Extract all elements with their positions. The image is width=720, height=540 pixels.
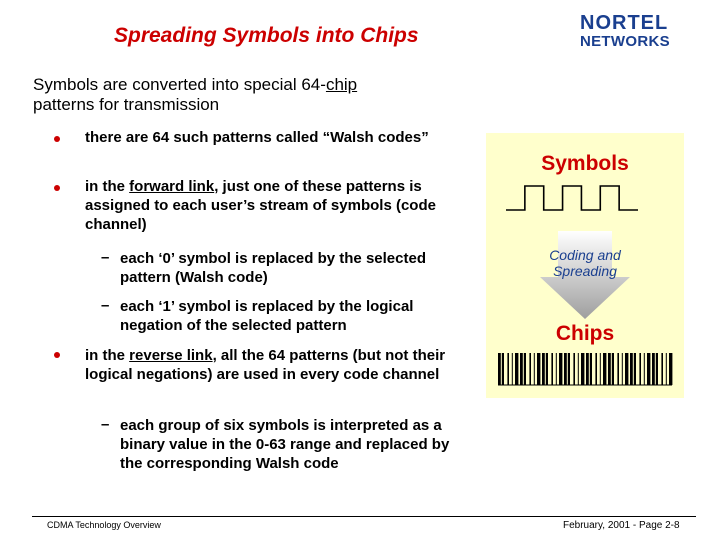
dash-marker: – xyxy=(101,416,110,433)
bullet-3-text-rest: , all the 64 patterns (but not their logical negations) are used in every code channel xyxy=(85,347,446,383)
chip-bar xyxy=(669,353,672,385)
chip-bar xyxy=(600,353,601,385)
slide-title: Spreading Symbols into Chips xyxy=(114,24,419,47)
chip-bar xyxy=(639,353,641,385)
chip-bar xyxy=(603,353,606,385)
chip-bar xyxy=(617,353,619,385)
chip-bar xyxy=(581,353,584,385)
chip-bar xyxy=(564,353,567,385)
chip-bar xyxy=(634,353,636,385)
chip-bar xyxy=(590,353,592,385)
chips-label: Chips xyxy=(555,322,615,345)
logo-line1: NORTEL xyxy=(580,12,669,34)
bullet-2 xyxy=(85,177,460,234)
coding-label-line1: Coding and xyxy=(549,247,621,263)
chip-bar xyxy=(568,353,570,385)
dash-marker: – xyxy=(101,297,110,314)
bullet-dot xyxy=(54,136,60,142)
chip-bar xyxy=(520,353,523,385)
chip-bar xyxy=(612,353,614,385)
footer-divider xyxy=(32,516,696,517)
chip-bar xyxy=(498,353,501,385)
chip-bar xyxy=(524,353,526,385)
reverse-link-term: reverse link xyxy=(129,347,213,364)
chip-bar xyxy=(595,353,597,385)
chip-bar xyxy=(529,353,531,385)
chip-bar xyxy=(515,353,518,385)
bullet-1 xyxy=(85,128,455,147)
symbol-waveform xyxy=(506,186,638,210)
chip-bar xyxy=(661,353,663,385)
chip-bar xyxy=(625,353,628,385)
chip-bar xyxy=(573,353,575,385)
intro-text-2: patterns for transmission xyxy=(33,95,220,114)
subbullet-2-text: each ‘1’ symbol is replaced by the logical negation of the selected pattern xyxy=(120,298,414,334)
bullet-dot xyxy=(54,185,60,191)
bullet-dot xyxy=(54,352,60,358)
subbullet-3 xyxy=(120,416,465,473)
chip-waveform xyxy=(498,353,672,385)
subbullet-1 xyxy=(120,249,430,287)
footer-right-text: February, 2001 - Page 2-8 xyxy=(563,520,680,531)
chip-bar xyxy=(551,353,553,385)
coding-label-line2: Spreading xyxy=(553,263,617,279)
intro-paragraph xyxy=(33,75,453,115)
footer-left-text: CDMA Technology Overview xyxy=(47,520,161,530)
chip-bar xyxy=(559,353,562,385)
chip-bar xyxy=(546,353,548,385)
chip-bar xyxy=(542,353,545,385)
intro-text: Symbols are converted into special 64- xyxy=(33,75,326,94)
bullet-2-text: in the xyxy=(85,178,130,195)
chip-bar xyxy=(578,353,579,385)
bullet-3-text: in the xyxy=(85,347,130,364)
chip-bar xyxy=(502,353,504,385)
intro-chip-word: chip xyxy=(325,75,358,94)
bullet-3 xyxy=(85,346,470,384)
coding-spreading-label xyxy=(486,247,684,279)
chip-bar xyxy=(512,353,513,385)
company-logo xyxy=(580,12,712,50)
dash-marker: – xyxy=(101,249,110,266)
chip-bar xyxy=(630,353,633,385)
chip-bar xyxy=(534,353,535,385)
chip-bar xyxy=(644,353,645,385)
chip-bar xyxy=(622,353,623,385)
chip-bar xyxy=(647,353,650,385)
chip-bar xyxy=(652,353,655,385)
bullet-2-text-rest: , just one of these patterns is assigned to each user’s stream of symbols (code channel) xyxy=(85,178,436,233)
chip-bar xyxy=(507,353,509,385)
chip-bar xyxy=(537,353,540,385)
forward-link-term: forward link xyxy=(129,178,215,195)
subbullet-3-text: each group of six symbols is interpreted as a binary value in the 0-63 range and replaced by the corresponding Walsh code xyxy=(120,417,450,472)
chip-bar xyxy=(656,353,658,385)
chip-bar xyxy=(586,353,589,385)
subbullet-2 xyxy=(120,297,465,335)
subbullet-1-text: each ‘0’ symbol is replaced by the selected pattern (Walsh code) xyxy=(120,250,426,286)
chip-bar xyxy=(666,353,667,385)
symbols-label: Symbols xyxy=(541,152,629,175)
chip-bar xyxy=(556,353,557,385)
bullet-1-text: there are 64 such patterns called “Walsh codes” xyxy=(85,129,429,146)
chip-bar xyxy=(608,353,611,385)
logo-line2: NETWORKS xyxy=(580,33,670,50)
